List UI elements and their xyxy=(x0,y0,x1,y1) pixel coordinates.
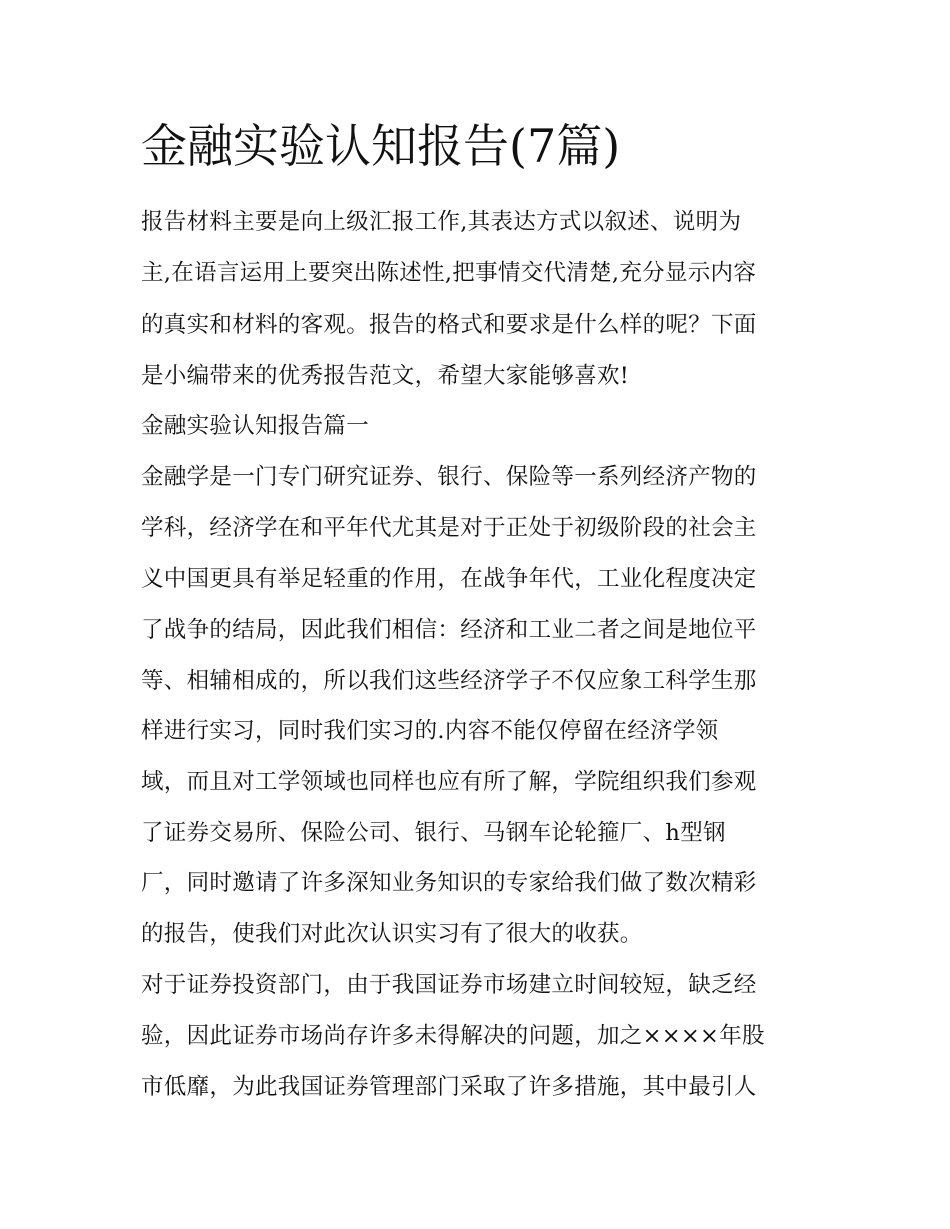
text-line-2: 主,在语言运用上要突出陈述性,把事情交代清楚,充分显示内容 xyxy=(141,260,757,286)
document-title: 金融实验认知报告(7篇) xyxy=(141,119,621,173)
text-line-14: 厂，同时邀请了许多深知业务知识的专家给我们做了数次精彩 xyxy=(141,870,757,896)
text-line-13: 了证券交易所、保险公司、银行、马钢车论轮箍厂、h型钢 xyxy=(141,820,726,846)
text-line-15: 的报告，使我们对此次认识实习有了很大的收获。 xyxy=(141,921,643,947)
text-line-4: 是小编带来的优秀报告范文，希望大家能够喜欢! xyxy=(141,363,630,389)
text-line-3: 的真实和材料的客观。报告的格式和要求是什么样的呢？下面 xyxy=(141,312,757,338)
text-line-10: 等、相辅相成的，所以我们这些经济学子不仅应象工科学生那 xyxy=(141,668,757,694)
text-line-18: 市低靡，为此我国证券管理部门采取了许多措施，其中最引人 xyxy=(141,1074,757,1100)
text-line-12: 域，而且对工学领域也同样也应有所了解，学院组织我们参观 xyxy=(141,769,757,795)
text-line-7: 学科，经济学在和平年代尤其是对于正处于初级阶段的社会主 xyxy=(141,515,757,541)
text-line-16: 对于证券投资部门，由于我国证券市场建立时间较短，缺乏经 xyxy=(141,972,757,998)
text-line-6: 金融学是一门专门研究证券、银行、保险等一系列经济产物的 xyxy=(141,464,757,490)
section-heading-1: 金融实验认知报告篇一 xyxy=(141,413,370,439)
text-line-1: 报告材料主要是向上级汇报工作,其表达方式以叙述、说明为 xyxy=(141,209,742,235)
text-line-8: 义中国更具有举足轻重的作用，在战争年代，工业化程度决定 xyxy=(141,566,757,592)
text-line-17: 验，因此证券市场尚存许多未得解决的问题，加之××××年股 xyxy=(141,1023,765,1049)
text-line-11: 样进行实习，同时我们实习的.内容不能仅停留在经济学领 xyxy=(141,718,719,744)
text-line-9: 了战争的结局，因此我们相信：经济和工业二者之间是地位平 xyxy=(141,617,757,643)
